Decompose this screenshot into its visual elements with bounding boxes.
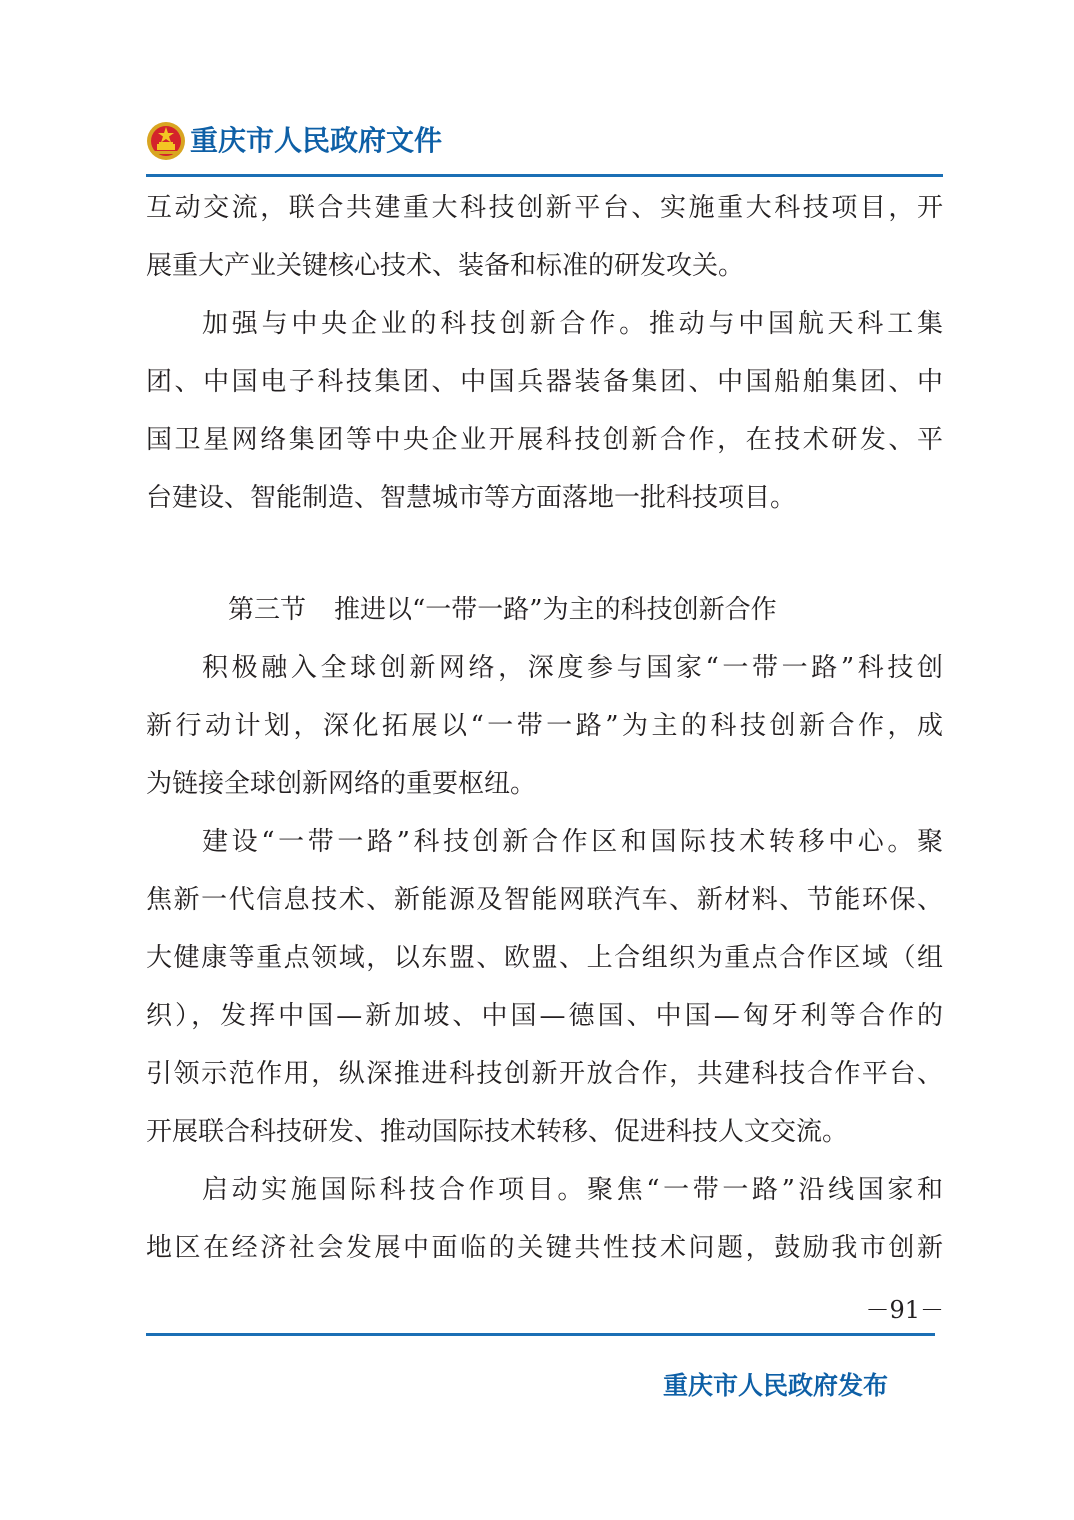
section-heading	[146, 586, 943, 644]
footer-rule	[146, 1333, 935, 1336]
footer-publisher: 重庆市人民政府发布	[663, 1371, 889, 1400]
text-line: 织），发挥中国—新加坡、中国—德国、中国—匈牙利等合作的	[146, 1001, 943, 1031]
text-line: 开展联合科技研发、推动国际技术转移、促进科技人文交流。	[146, 1117, 849, 1147]
text-line: 展重大产业关键核心技术、装备和标准的研发攻关。	[146, 251, 745, 281]
national-emblem-icon	[146, 121, 186, 161]
text-line: 台建设、智能制造、智慧城市等方面落地一批科技项目。	[146, 483, 797, 513]
document-body	[146, 184, 943, 1282]
page-number: －91－	[865, 1296, 944, 1324]
text-line: 国卫星网络集团等中央企业开展科技创新合作，在技术研发、平	[146, 425, 943, 455]
text-line: 互动交流，联合共建重大科技创新平台、实施重大科技项目，开	[146, 193, 943, 223]
text-line: 为链接全球创新网络的重要枢纽。	[146, 769, 537, 799]
header-title: 重庆市人民政府文件	[190, 124, 443, 157]
spacer	[146, 532, 943, 586]
text-line: 加强与中央企业的科技创新合作。推动与中国航天科工集	[202, 309, 943, 339]
text-line: 积极融入全球创新网络，深度参与国家“一带一路”科技创	[202, 653, 943, 683]
text-line: 引领示范作用，纵深推进科技创新开放合作，共建科技合作平台、	[146, 1059, 943, 1089]
section-number: 第三节	[228, 595, 307, 625]
text-line: 启动实施国际科技合作项目。聚焦“一带一路”沿线国家和	[202, 1175, 943, 1205]
text-line: 建设“一带一路”科技创新合作区和国际技术转移中心。聚	[202, 827, 943, 857]
text-line: 新行动计划，深化拓展以“一带一路”为主的科技创新合作，成	[146, 711, 943, 741]
paragraph	[146, 1166, 943, 1282]
paragraph	[146, 300, 943, 532]
section-title: 推进以“一带一路”为主的科技创新合作	[334, 595, 777, 625]
paragraph	[146, 644, 943, 818]
text-line: 焦新一代信息技术、新能源及智能网联汽车、新材料、节能环保、	[146, 885, 943, 915]
text-line: 地区在经济社会发展中面临的关键共性技术问题，鼓励我市创新	[146, 1233, 943, 1263]
text-line: 团、中国电子科技集团、中国兵器装备集团、中国船舶集团、中	[146, 367, 943, 397]
paragraph	[146, 184, 943, 300]
header-rule	[146, 174, 943, 177]
text-line: 大健康等重点领域，以东盟、欧盟、上合组织为重点合作区域（组	[146, 943, 943, 973]
document-header	[146, 118, 442, 164]
paragraph	[146, 818, 943, 1166]
